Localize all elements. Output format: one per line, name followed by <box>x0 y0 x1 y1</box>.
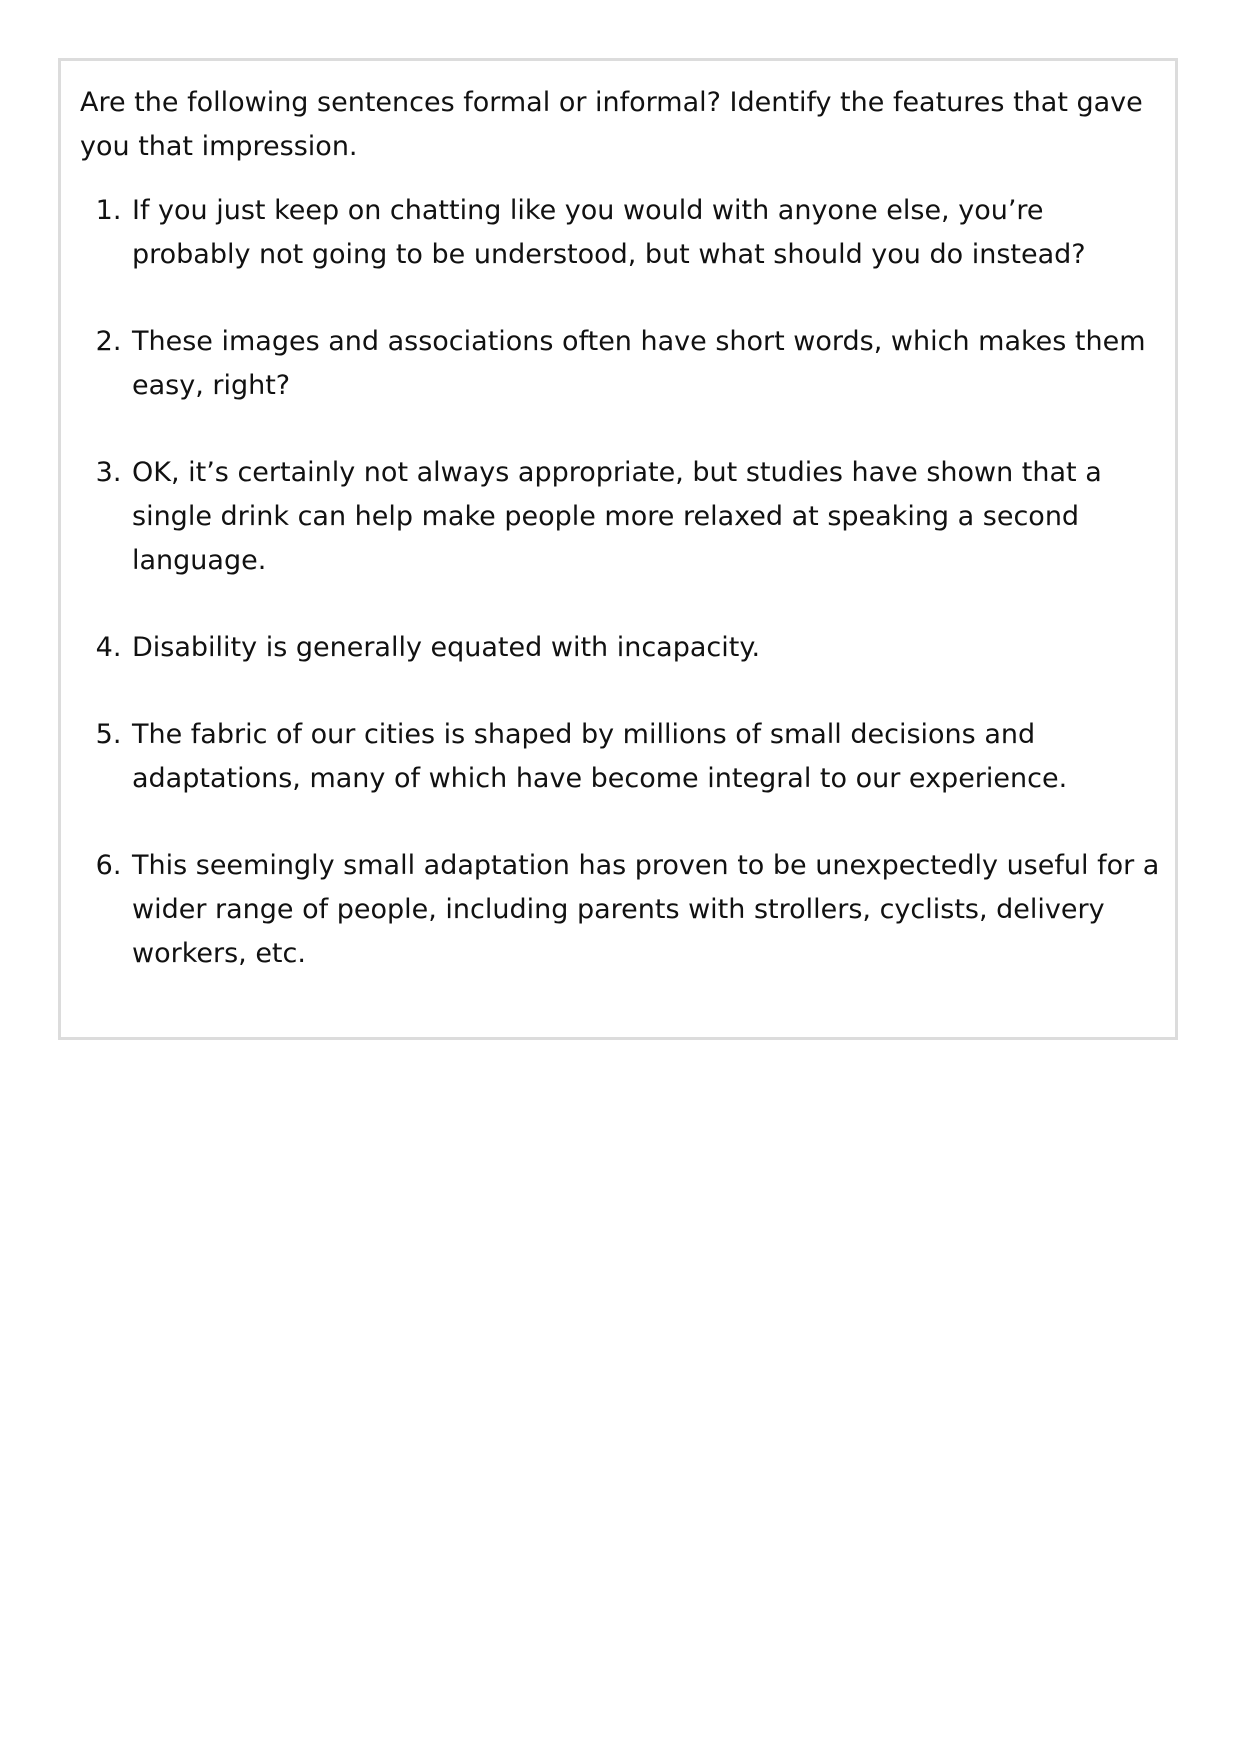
exercise-box <box>58 58 1178 1040</box>
list-item: 2. These images and associations often have short words, which makes them easy, right? <box>130 320 1165 408</box>
list-item: 1. If you just keep on chatting like you would with anyone else, you’re probably not going to be understood, but what should you do instead? <box>130 189 1165 277</box>
list-item: 4. Disability is generally equated with incapacity. <box>130 626 1165 670</box>
exercise-prompt: Are the following sentences formal or informal? Identify the features that gave you that impression. <box>80 87 1143 162</box>
list-item: 3. OK, it’s certainly not always appropriate, but studies have shown that a single drink can help make people more relaxed at speaking a second language. <box>130 451 1165 583</box>
list-item: 5. The fabric of our cities is shaped by millions of small decisions and adaptations, many of which have become integral to our experience. <box>130 713 1165 801</box>
list-item: 6. This seemingly small adaptation has proven to be unexpectedly useful for a wider range of people, including parents with strollers, cyclists, delivery workers, etc. <box>130 844 1165 976</box>
sentence-list <box>80 189 1165 1019</box>
